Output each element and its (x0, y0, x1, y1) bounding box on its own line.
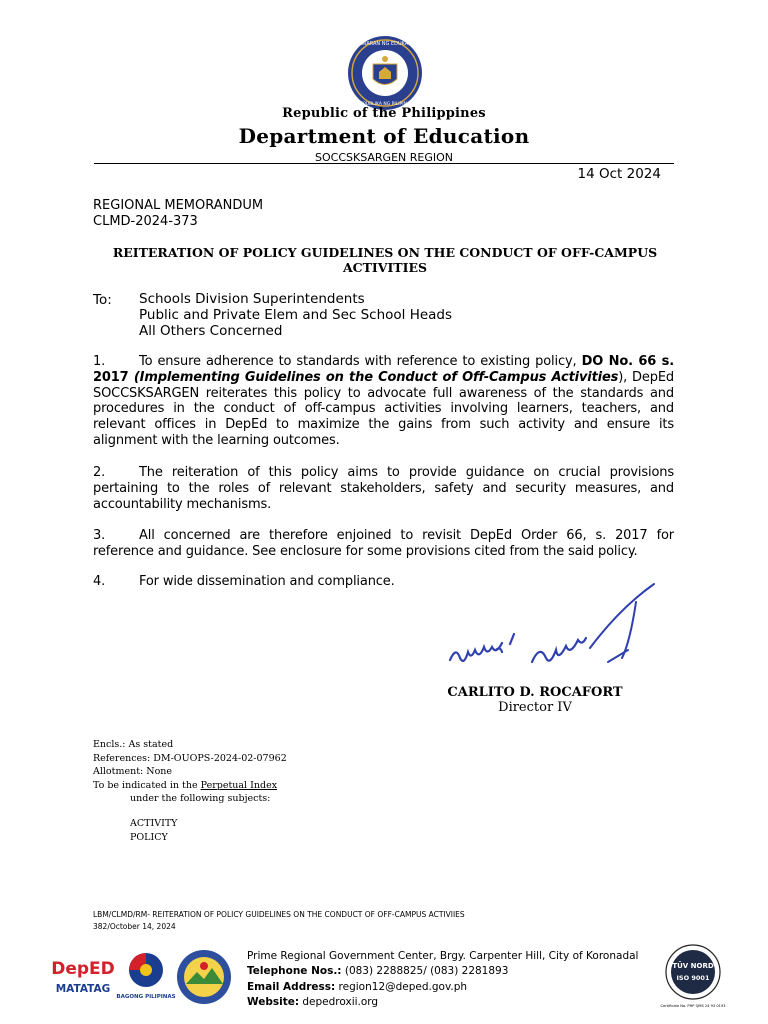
footer-reference (93, 909, 465, 933)
paragraph-text: All concerned are therefore enjoined to revisit DepEd Order 66, s. 2017 for reference and guidance. See enclosure for some provisions cited from the said policy. (93, 528, 674, 559)
to-label: To: (93, 292, 112, 308)
svg-text:REPUBLIKA NG PILIPINAS: REPUBLIKA NG PILIPINAS (357, 102, 413, 107)
paragraph-text: The reiteration of this policy aims to provide guidance on crucial provisions pertaining to the roles of relevant stakeholders, safety and security measures, and accountability mechanisms. (93, 465, 674, 512)
header-rule (94, 163, 674, 164)
recipient-item: All Others Concerned (139, 322, 283, 339)
paragraph-number: 2. (93, 465, 106, 480)
index-prefix: To be indicated in the (93, 779, 201, 791)
region-heading: SOCCSKSARGEN REGION (315, 151, 453, 164)
regional-office-seal (175, 948, 233, 1006)
enclosure-block (93, 738, 287, 806)
footer-ref-line: LBM/CLMD/RM- REITERATION OF POLICY GUIDELINES ON THE CONDUCT OF OFF-CAMPUS ACTIVIIES (93, 910, 465, 919)
memo-subject: REITERATION OF POLICY GUIDELINES ON THE CONDUCT OF OFF-CAMPUS ACTIVITIES (112, 245, 658, 275)
allotment-line: Allotment: None (93, 766, 173, 777)
perpetual-index-line (93, 779, 287, 793)
references-line: References: DM-OUOPS-2024-02-07962 (93, 752, 287, 764)
svg-text:MATATAG: MATATAG (55, 983, 111, 995)
paragraph-1 (93, 354, 674, 449)
telephone-label: Telephone Nos.: (247, 965, 342, 978)
office-address: Prime Regional Government Center, Brgy. Carpenter Hill, City of Koronadal (247, 950, 639, 962)
email-label: Email Address: (247, 980, 336, 993)
svg-text:Certificate No. PHP QMS 24 93: Certificate No. PHP QMS 24 93 0193 (660, 1004, 726, 1008)
contact-info (247, 949, 638, 1010)
memo-id-block (93, 198, 263, 229)
paragraph-number: 4. (93, 574, 106, 589)
paragraph-2 (93, 465, 674, 512)
tuv-iso-certification-logo (662, 944, 724, 1014)
handwritten-signature (440, 578, 660, 690)
telephone-value: (083) 2288825/ (083) 2281893 (341, 965, 509, 978)
paragraph-text: ), DepEd SOCCSKSARGEN reiterates this policy to advocate full awareness of the standards and procedures in the conduct of off-campus activities involving learners, teachers, and relevant offices in DepEd to maximize the gains from such activity and ensure its alignment with the learning outcomes. (93, 369, 674, 448)
recipient-item: Public and Private Elem and Sec School Heads (139, 306, 453, 323)
recipient-list (139, 292, 452, 339)
svg-text:TÜV NORD: TÜV NORD (672, 962, 714, 970)
paragraph-number: 3. (93, 528, 106, 543)
paragraph-text: To ensure adherence to standards with reference to existing policy, (139, 354, 582, 369)
svg-text:BAGONG PILIPINAS: BAGONG PILIPINAS (116, 994, 176, 1000)
signatory-title: Director IV (498, 700, 572, 715)
website-line (247, 995, 638, 1010)
paragraph-text: For wide dissemination and compliance. (139, 574, 395, 589)
signatory-name: CARLITO D. ROCAFORT (447, 685, 623, 700)
telephone-line (247, 964, 638, 979)
svg-text:ISO 9001: ISO 9001 (676, 974, 710, 982)
svg-text:DepED: DepED (51, 959, 115, 979)
footer-ref-line: 382/October 14, 2024 (93, 922, 176, 931)
email-value: region12@deped.gov.ph (335, 980, 468, 993)
memo-number: CLMD-2024-373 (93, 213, 198, 229)
paragraph-3 (93, 528, 674, 560)
index-subjects (130, 817, 177, 844)
paragraph-number: 1. (93, 354, 106, 369)
perpetual-index-link: Perpetual Index (200, 779, 278, 791)
recipient-item: Schools Division Superintendents (139, 291, 365, 307)
email-line (247, 980, 638, 995)
republic-heading: Republic of the Philippines (282, 106, 486, 121)
department-heading: Department of Education (238, 124, 530, 148)
index-suffix: under the following subjects: (130, 793, 271, 804)
bagong-pilipinas-logo (116, 950, 176, 1002)
index-subject: ACTIVITY (130, 818, 178, 829)
svg-text:KAGAWARAN NG EDUKASYON: KAGAWARAN NG EDUKASYON (348, 41, 422, 47)
website-label: Website: (247, 995, 300, 1008)
enclosures-line: Encls.: As stated (93, 739, 174, 750)
website-value: depedroxii.org (299, 995, 379, 1008)
deped-seal (346, 34, 424, 112)
policy-reference: DO No. 66 s. 2017 (93, 354, 675, 385)
policy-title: (Implementing Guidelines on the Conduct of Off-Campus Activities (133, 369, 619, 385)
deped-matatag-logo (50, 950, 116, 1000)
memo-date: 14 Oct 2024 (577, 166, 661, 182)
memo-type: REGIONAL MEMORANDUM (93, 198, 264, 213)
index-subject: POLICY (130, 831, 168, 843)
